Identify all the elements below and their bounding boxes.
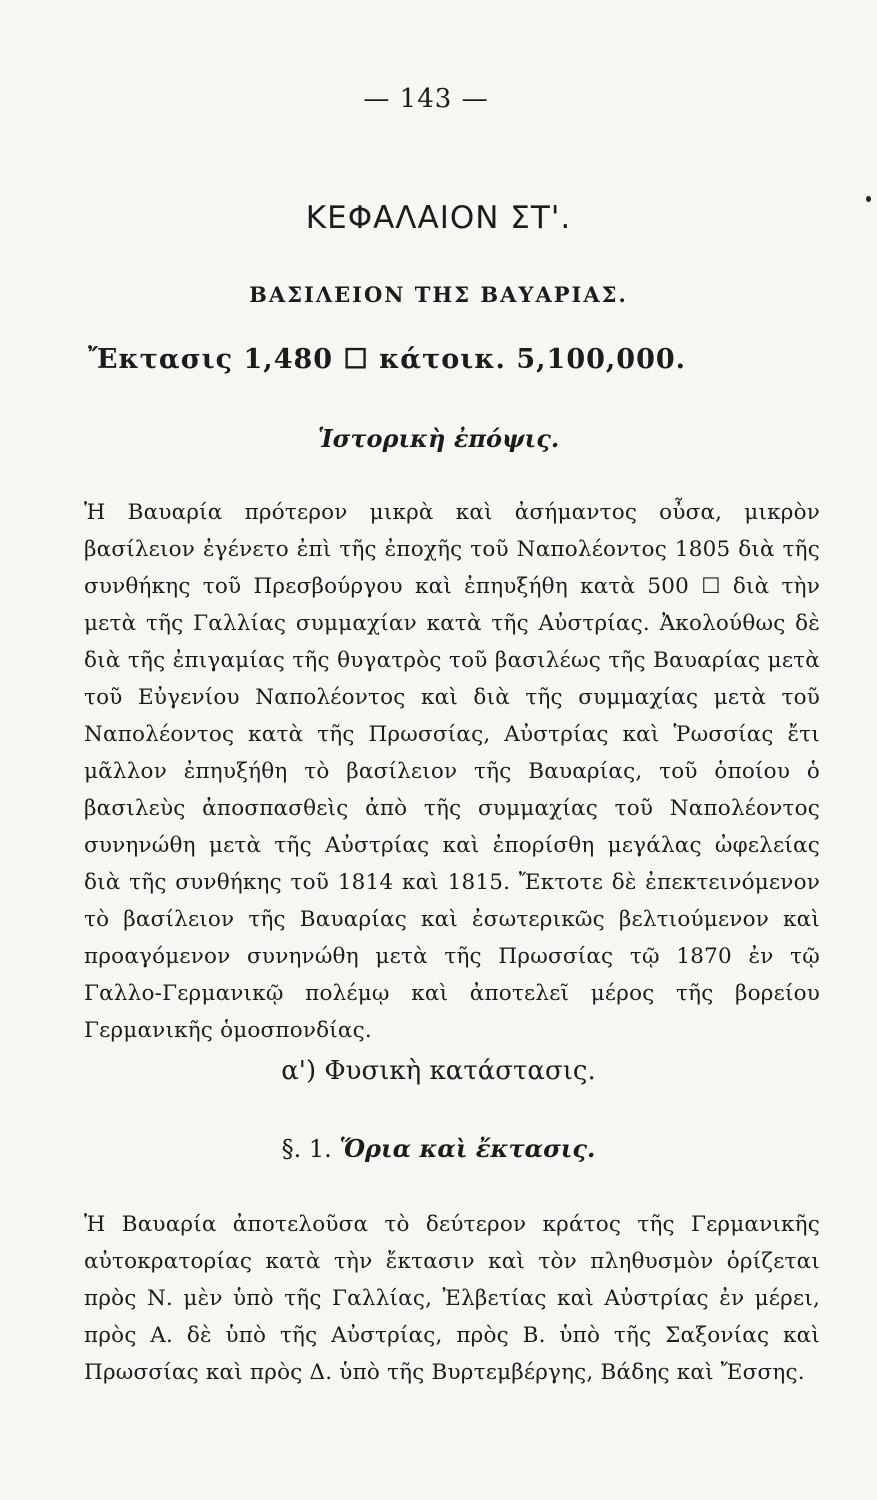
page-number: — 143 — xyxy=(363,84,489,114)
chapter-title: ΚΕΦΑΛΑΙΟΝ ΣΤ'. xyxy=(305,200,572,236)
kingdom-title: ΒΑΣΙΛΕΙΟΝ ΤΗΣ ΒΑΥΑΡΙΑΣ. xyxy=(249,282,628,307)
history-paragraph: Ἡ Βαυαρία πρότερον μικρὰ καὶ ἀσήμαντος οὖσα, μικρὸν βασίλειον ἐγένετο ἐπὶ τῆς ἐποχῆς τοῦ Ναπολέοντος 1805 διὰ τῆς συνθήκης τοῦ Πρεσβούργου καὶ ἐπηυξήθη κατὰ 500 ☐ διὰ τὴν μετὰ τῆς Γαλλίας συμμαχίαν κατὰ τῆς Αὐστρίας. Ἀκολούθως δὲ διὰ τῆς ἐπιγαμίας τῆς θυγατρὸς τοῦ βασιλέως τῆς Βαυαρίας μετὰ τοῦ Εὐγενίου Ναπολέοντος καὶ διὰ τῆς συμμαχίας μετὰ τοῦ Ναπολέοντος κατὰ τῆς Πρωσσίας, Αὐστρίας καὶ Ῥωσσίας ἔτι μᾶλλον ἐπηυξήθη τὸ βασίλειον τῆς Βαυαρίας, τοῦ ὁποίου ὁ βασιλεὺς ἀποσπασθεὶς ἀπὸ τῆς συμμαχίας τοῦ Ναπολέοντος συνηνώθη μετὰ τῆς Αὐστρίας καὶ ἐπορίσθη μεγάλας ὠφελείας διὰ τῆς συνθήκης τοῦ 1814 καὶ 1815. Ἔκτοτε δὲ ἐπεκτεινόμενον τὸ βασίλειον τῆς Βαυαρίας καὶ ἐσωτερικῶς βελτιούμενον καὶ προαγόμενον συνηνώθη μετὰ τῆς Πρωσσίας τῷ 1870 ἐν τῷ Γαλλο-Γερμανικῷ πολέμῳ καὶ ἀποτελεῖ μέρος τῆς βορείου Γερμανικῆς ὁμοσπονδίας. xyxy=(84,500,820,1043)
physical-state-heading: α') Φυσικὴ κατάστασις. xyxy=(281,1056,596,1086)
area-population-line: Ἔκτασις 1,480 ☐ κάτοικ. 5,100,000. xyxy=(88,344,687,375)
borders-paragraph: Ἡ Βαυαρία ἀποτελοῦσα τὸ δεύτερον κράτος τῆς Γερμανικῆς αὐτοκρατορίας κατὰ τὴν ἔκτασιν καὶ τὸν πληθυσμὸν ὁρίζεται πρὸς Ν. μὲν ὑπὸ τῆς Γαλλίας, Ἐλβετίας καὶ Αὐστρίας ἐν μέρει, πρὸς Α. δὲ ὑπὸ τῆς Αὐστρίας, πρὸς Β. ὑπὸ τῆς Σαξονίας καὶ Πρωσσίας καὶ πρὸς Δ. ὑπὸ τῆς Βυρτεμβέργης, Βάδης καὶ Ἔσσης. xyxy=(84,1212,820,1385)
section-number: §. 1. xyxy=(281,1135,332,1163)
ink-speck xyxy=(866,196,871,202)
borders-heading xyxy=(0,1134,877,1163)
section-heading: Ἱστορικὴ ἐπόψις. xyxy=(317,424,560,453)
borders-title: Ὅρια καὶ ἔκτασις. xyxy=(339,1134,596,1163)
